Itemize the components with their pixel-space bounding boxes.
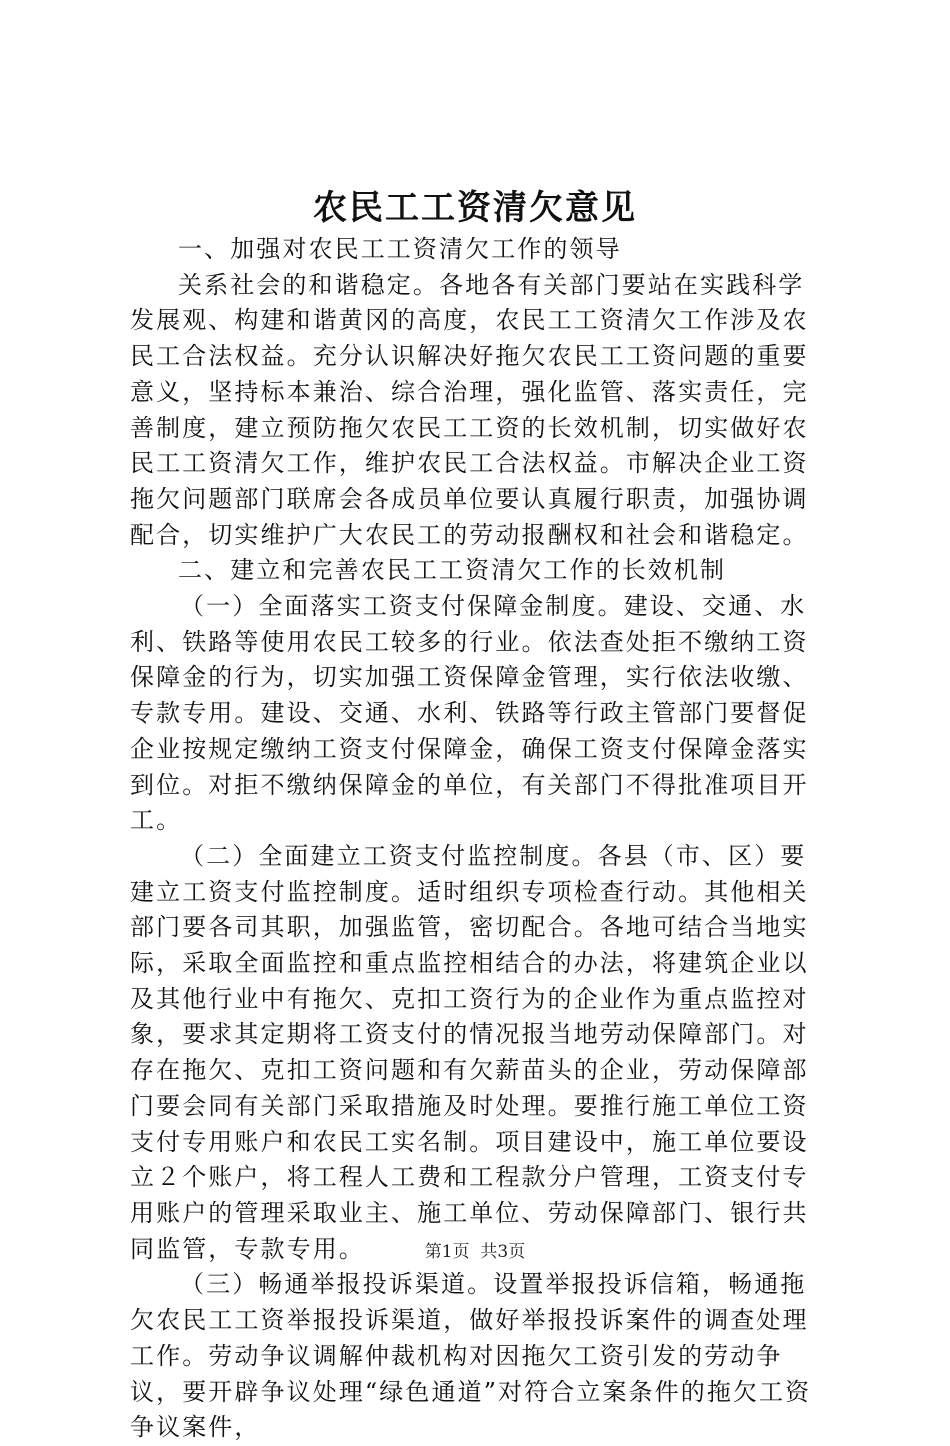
section-heading-1: 一、加强对农民工工资清欠工作的领导: [178, 235, 622, 263]
paragraph-4: （三）畅通举报投诉渠道。设置举报投诉信箱，畅通拖欠农民工工资举报投诉渠道，做好举报投诉案件的调查处理工作。劳动争议调解仲裁机构对因拖欠工资引发的劳动争议，要开辟争议处理“绿色通道”对符合立案条件的拖欠工资争议案件，: [130, 1270, 812, 1442]
paragraph-3: （二）全面建立工资支付监控制度。各县（市、区）要建立工资支付监控制度。适时组织专项检查行动。其他相关部门要各司其职，加强监管，密切配合。各地可结合当地实际，采取全面监控和重点监控相结合的办法，将建筑企业以及其他行业中有拖欠、克扣工资行为的企业作为重点监控对象，要求其定期将工资支付的情况报当地劳动保障部门。对存在拖欠、克扣工资问题和有欠薪苗头的企业，劳动保障部门要会同有关部门采取措施及时处理。要推行施工单位工资支付专用账户和农民工实名制。项目建设中，施工单位要设立２个账户，将工程人工费和工程款分户管理，工资支付专用账户的管理采取业主、施工单位、劳动保障部门、银行共同监管，专款专用。: [130, 841, 809, 1263]
paragraph-1: 关系社会的和谐稳定。各地各有关部门要站在实践科学发展观、构建和谐黄冈的高度，农民工工资清欠工作涉及农民工合法权益。充分认识解决好拖欠农民工工资问题的重要意义，坚持标本兼治、综合治理，强化监管、落实责任，完善制度，建立预防拖欠农民工工资的长效机制，切实做好农民工工资清欠工作，维护农民工合法权益。市解决企业工资拖欠问题部门联席会各成员单位要认真履行职责，加强协调配合，切实维护广大农民工的劳动报酬权和社会和谐稳定。: [130, 270, 809, 549]
page-number: 第1页 共3页: [424, 1242, 526, 1262]
paragraph-2: （一）全面落实工资支付保障金制度。建设、交通、水利、铁路等使用农民工较多的行业。依法查处拒不缴纳工资保障金的行为，切实加强工资保障金管理，实行依法收缴、专款专用。建设、交通、水利、铁路等行政主管部门要督促企业按规定缴纳工资支付保障金，确保工资支付保障金落实到位。对拒不缴纳保障金的单位，有关部门不得批准项目开工。: [130, 592, 809, 835]
page-footer: [0, 1240, 950, 1264]
document-title: 农民工工资清欠意见: [313, 188, 637, 228]
section-heading-2: 二、建立和完善农民工工资清欠工作的长效机制: [178, 556, 727, 585]
